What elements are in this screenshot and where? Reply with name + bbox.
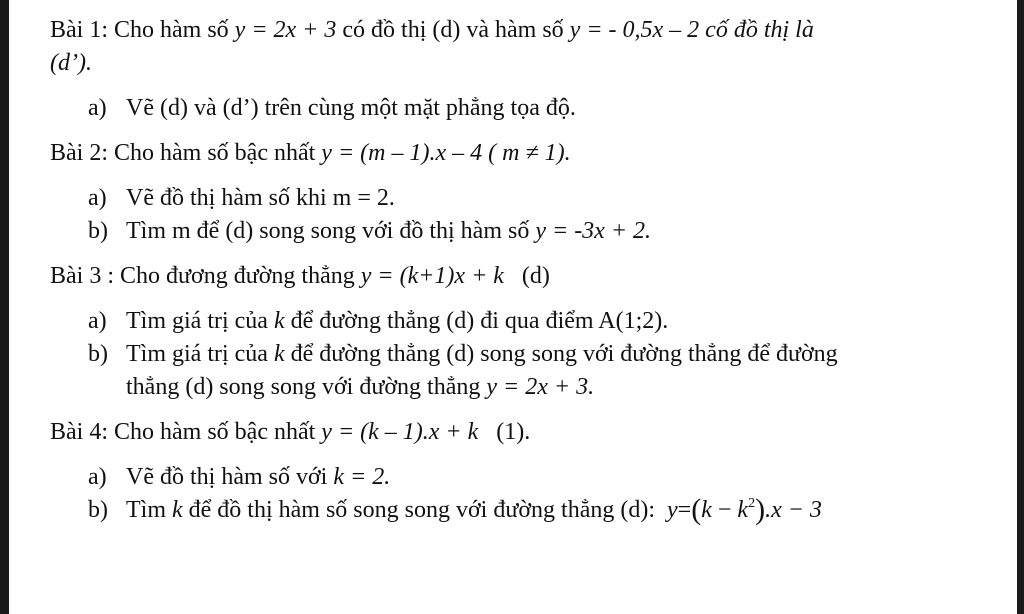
item-text-pre: Tìm giá trị của [126, 308, 268, 334]
problem-3-equation: y = (k+1)x + k [360, 263, 504, 289]
problem-3-item-a [50, 305, 970, 338]
item-label: a) [88, 308, 107, 334]
problem-4-heading [50, 416, 970, 449]
problem-3-tag: (d) [521, 263, 550, 289]
item-equation: k = 2. [333, 464, 391, 490]
problem-1-heading-line-2: (d’). [50, 50, 92, 76]
problem-4-tag: (1). [496, 419, 531, 445]
problem-1-heading [50, 14, 970, 47]
right-frame-border [1017, 0, 1024, 614]
problem-1-mid-text: có đồ thị (d) và hàm số [342, 17, 564, 43]
problem-3-item-b [50, 338, 970, 371]
problem-4-item-b [50, 494, 970, 527]
problem-1-equation-2: y = - 0,5x – 2 [569, 17, 700, 43]
problem-2-equation: y = (m – 1).x – 4 [321, 140, 483, 166]
problem-2-heading [50, 137, 970, 170]
exercise-document [50, 14, 970, 527]
problem-1-tail-text: cố đồ thị là [705, 17, 814, 43]
problem-4-item-a [50, 461, 970, 494]
item-text: Tìm m để (d) song song với đồ thị hàm số [126, 218, 530, 244]
problem-2-item-b [50, 215, 970, 248]
problem-3-item-b-continued [50, 371, 970, 404]
item-text: Vẽ đồ thị hàm số với [126, 464, 328, 490]
item-label: a) [88, 95, 107, 121]
item-label: a) [88, 185, 107, 211]
item-text: Vẽ đồ thị hàm số khi m = 2. [126, 185, 395, 211]
item-text-post: để đường thẳng (d) đi qua điểm A(1;2). [290, 308, 669, 334]
item-text-pre: Tìm [126, 497, 166, 523]
item-variable: k [273, 341, 285, 367]
problem-2-item-a [50, 182, 970, 215]
item-text: Vẽ (d) và (d’) trên cùng một mặt phẳng tọa độ. [126, 95, 576, 121]
item-label: b) [88, 218, 108, 244]
item-equation: y = -3x + 2. [535, 218, 652, 244]
item-text-post: để đường thẳng (d) song song với đường thẳng để đường [290, 341, 838, 367]
item-label: a) [88, 464, 107, 490]
item-text-pre: Tìm giá trị của [126, 341, 268, 367]
problem-3-title: Bài 3 : Cho đương đường thẳng [50, 263, 355, 289]
problem-4-equation: y = (k – 1).x + k [321, 419, 479, 445]
item-text-post: để đồ thị hàm số song song với đường thẳng (d): [188, 497, 656, 523]
problem-3-heading [50, 260, 970, 293]
item-variable: k [172, 497, 183, 523]
item-variable: k [273, 308, 285, 334]
problem-2-title: Bài 2: Cho hàm số bậc nhất [50, 140, 316, 166]
item-equation: $y=(k - k^2).x - 3$ [667, 493, 822, 526]
item-text-continued: thẳng (d) song song với đường thẳng [126, 374, 481, 400]
left-frame-border [0, 0, 9, 614]
item-equation: y = 2x + 3. [486, 374, 595, 400]
item-label: b) [88, 497, 108, 523]
item-label: b) [88, 341, 108, 367]
problem-4-title: Bài 4: Cho hàm số bậc nhất [50, 419, 316, 445]
problem-2-condition: ( m ≠ 1). [488, 140, 571, 166]
problem-1-equation-1: y = 2x + 3 [234, 17, 337, 43]
problem-1-title: Bài 1: Cho hàm số [50, 17, 229, 43]
problem-1-item-a [50, 92, 970, 125]
